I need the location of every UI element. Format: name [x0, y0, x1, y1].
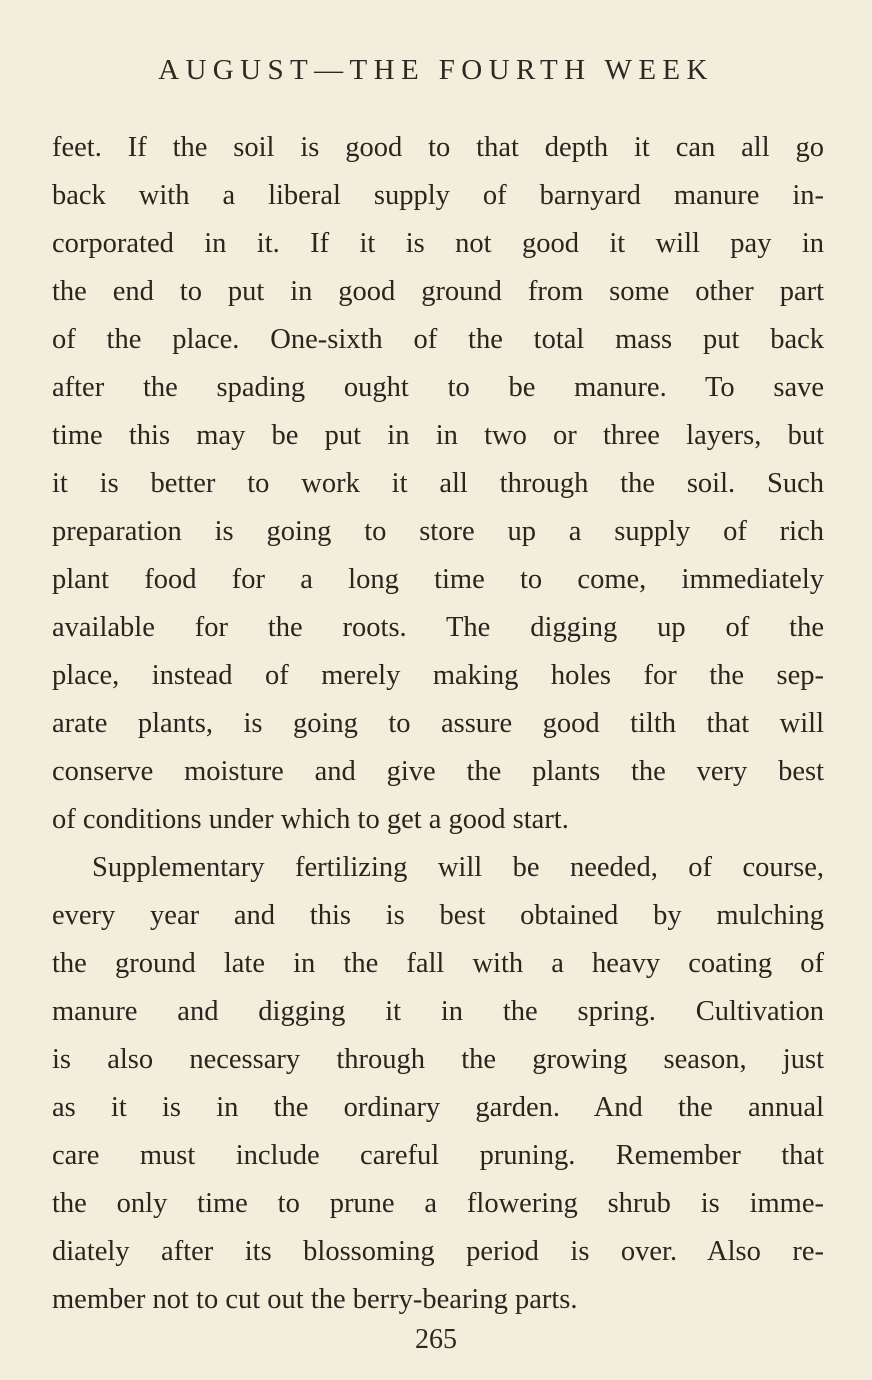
text-line: as it is in the ordinary garden. And the annual — [52, 1092, 824, 1123]
running-head: AUGUST—THE FOURTH WEEK — [158, 54, 714, 86]
text-line: the ground late in the fall with a heavy coating of — [52, 948, 824, 979]
text-line: is also necessary through the growing season, just — [52, 1044, 824, 1075]
text-line: care must include careful pruning. Remember that — [52, 1140, 824, 1171]
text-line: feet. If the soil is good to that depth it can all go — [52, 132, 824, 163]
text-line: the only time to prune a flowering shrub is imme- — [52, 1188, 824, 1219]
paragraph — [52, 124, 824, 844]
text-line: manure and digging it in the spring. Cultivation — [52, 996, 824, 1027]
text-line: plant food for a long time to come, immediately — [52, 564, 824, 595]
text-line: available for the roots. The digging up of the — [52, 612, 824, 643]
text-line: arate plants, is going to assure good tilth that will — [52, 708, 824, 739]
text-line: diately after its blossoming period is over. Also re- — [52, 1236, 824, 1267]
text-line: of the place. One-sixth of the total mass put back — [52, 324, 824, 355]
text-line: conserve moisture and give the plants the very best — [52, 756, 824, 787]
text-line: corporated in it. If it is not good it will pay in — [52, 228, 824, 259]
text-line: place, instead of merely making holes for the sep- — [52, 660, 824, 691]
text-line: the end to put in good ground from some other part — [52, 276, 824, 307]
page-number: 265 — [415, 1324, 457, 1355]
text-line: it is better to work it all through the soil. Such — [52, 468, 824, 499]
text-line: back with a liberal supply of barnyard manure in- — [52, 180, 824, 211]
text-line: preparation is going to store up a supply of rich — [52, 516, 824, 547]
text-line: member not to cut out the berry-bearing parts. — [52, 1284, 578, 1315]
text-line: after the spading ought to be manure. To save — [52, 372, 824, 403]
text-line: Supplementary fertilizing will be needed, of course, — [92, 852, 824, 883]
paragraph — [52, 844, 824, 1324]
text-line: every year and this is best obtained by mulching — [52, 900, 824, 931]
text-line: time this may be put in in two or three layers, but — [52, 420, 824, 451]
body-text — [52, 124, 824, 1324]
text-line: of conditions under which to get a good start. — [52, 804, 569, 835]
